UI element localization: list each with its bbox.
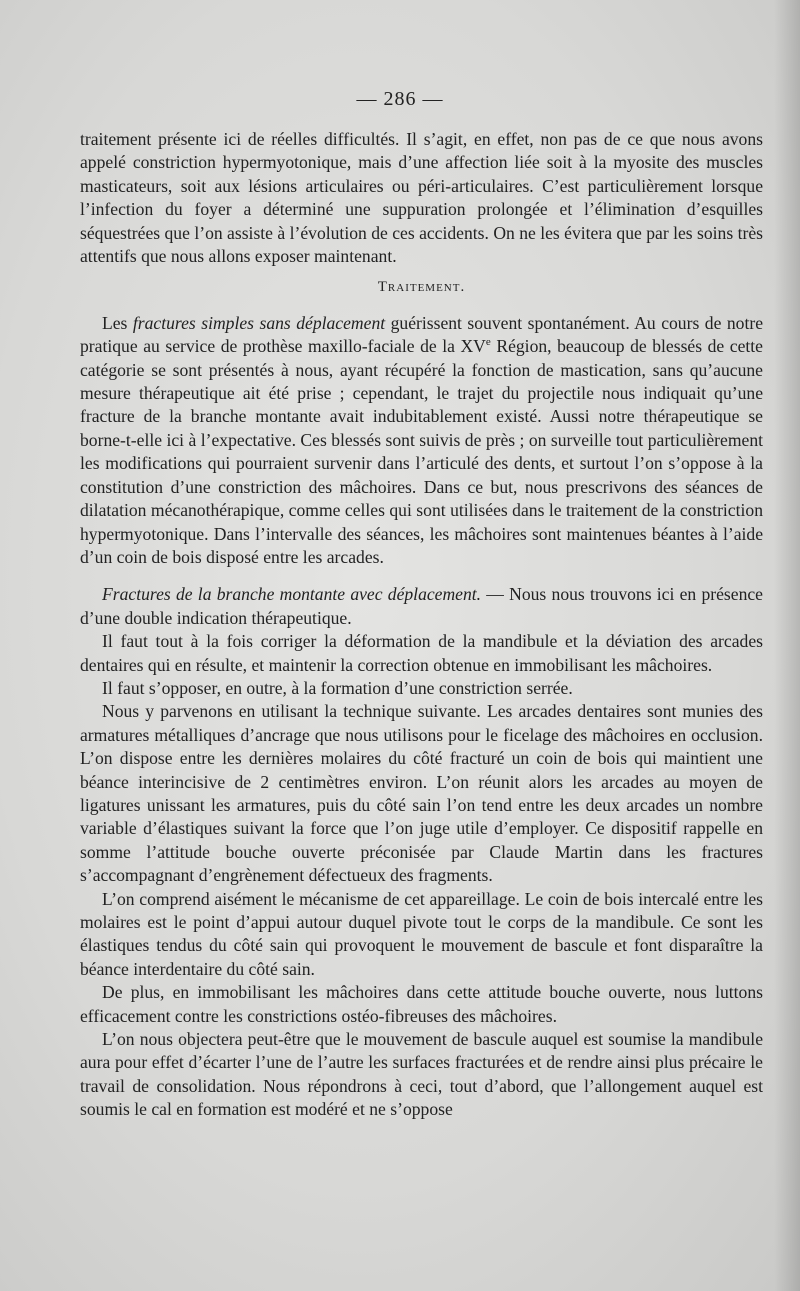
- p1-mid: guérissent souvent spontanément. Au cours de notre pratique au service de prothèse maxillo-faciale de la XV: [80, 312, 763, 357]
- page-number: — 286 —: [356, 88, 444, 110]
- paragraph-6: L’on comprend aisément le mécanisme de cet appareillage. Le coin de bois intercalé entre les molaires est le point d’appui autour duquel pivote tout le corps de la mandibule. Ce sont les élastiques tendus du côté sain qui provoquent le mouvement de bascule et font disparaître la béance interdentaire du côté sain.: [80, 888, 763, 979]
- p1-lead: Les: [102, 312, 133, 333]
- text-body: [80, 128, 763, 1122]
- page-edge-shadow: [774, 0, 800, 1291]
- paragraph-simple-fractures: [80, 312, 763, 569]
- paragraph-gap: [80, 569, 763, 583]
- paragraph-5: Nous y parvenons en utilisant la technique suivante. Les arcades dentaires sont munies des armatures métalliques d’ancrage que nous utilisons pour le ficelage des mâchoires en occlusion. L’on dispose entre les dernières molaires du côté fracturé un coin de bois qui maintient une béance interincisive de 2 centimètres environ. L’on réunit alors les arcades au moyen de ligatures unissant les armatures, puis du côté sain l’on tend entre les deux arcades un nombre variable d’élastiques suivant la force que l’on juge utile d’employer. Ce dispositif rappelle en somme l’attitude bouche ouverte préconisée par Claude Martin dans les fractures s’accompagnant d’engrènement défectueux des fragments.: [80, 701, 763, 886]
- p1-rest: Région, beaucoup de blessés de cette catégorie se sont présentés à nous, ayant récupéré la fonction de mastication, sans qu’aucune mesure thérapeutique ait été prise ; cependant, le trajet du projectile nous indiquait qu’une fracture de la branche montante avait indubitablement existé. Aussi notre thérapeutique se borne-t-elle ici à l’expectative. Ces blessés sont suivis de près ; on surveille tout particulièrement les modifications qui pourraient survenir dans l’articulé des dents, et surtout l’on s’oppose à la constitution d’une constriction des mâchoires. Dans ce but, nous prescrivons des séances de dilatation mécanothérapique, comme celles qui sont utilisées dans le traitement de la constriction hypermyotonique. Dans l’intervalle des séances, les mâchoires sont maintenues béantes à l’aide d’un coin de bois disposé entre les arcades.: [80, 336, 763, 567]
- p2-italic: Fractures de la branche montante avec déplacement.: [102, 584, 482, 605]
- p1-italic: fractures simples sans déplacement: [132, 312, 386, 333]
- paragraph-4: Il faut s’opposer, en outre, à la formation d’une constriction serrée.: [102, 677, 573, 698]
- paragraph-displaced-fractures: [80, 583, 763, 630]
- p1-sup: e: [485, 336, 491, 349]
- paragraph-7: De plus, en immobilisant les mâchoires dans cette attitude bouche ouverte, nous luttons efficacement contre les constrictions ostéo-fibreuses des mâchoires.: [80, 982, 763, 1026]
- paragraph-intro: traitement présente ici de réelles difficultés. Il s’agit, en effet, non pas de ce que nous avons appelé constriction hypermyotonique, mais d’une affection liée soit à la myosite des muscles masticateurs, soit aux lésions articulaires ou péri-articulaires. C’est particulièrement lorsque l’infection du foyer a déterminé une suppuration prolongée et l’élimination d’esquilles séquestrées que l’on assiste à l’évolution de ces accidents. On ne les évitera que par les soins très attentifs que nous allons exposer maintenant.: [80, 129, 764, 267]
- section-heading: Traitement.: [377, 279, 466, 296]
- paragraph-3: Il faut tout à la fois corriger la déformation de la mandibule et la déviation des arcades dentaires qui en résulte, et maintenir la correction obtenue en immobilisant les mâchoires.: [80, 631, 763, 675]
- p2-rest: — Nous nous trouvons ici en présence d’une double indication thérapeutique.: [80, 584, 763, 628]
- paragraph-8: L’on nous objectera peut-être que le mouvement de bascule auquel est soumise la mandibule aura pour effet d’écarter l’une de l’autre les surfaces fracturées et de rendre ainsi plus précaire le travail de consolidation. Nous répondrons à ceci, tout d’abord, que l’allongement auquel est soumis le cal en formation est modéré et ne s’oppose: [80, 1029, 763, 1120]
